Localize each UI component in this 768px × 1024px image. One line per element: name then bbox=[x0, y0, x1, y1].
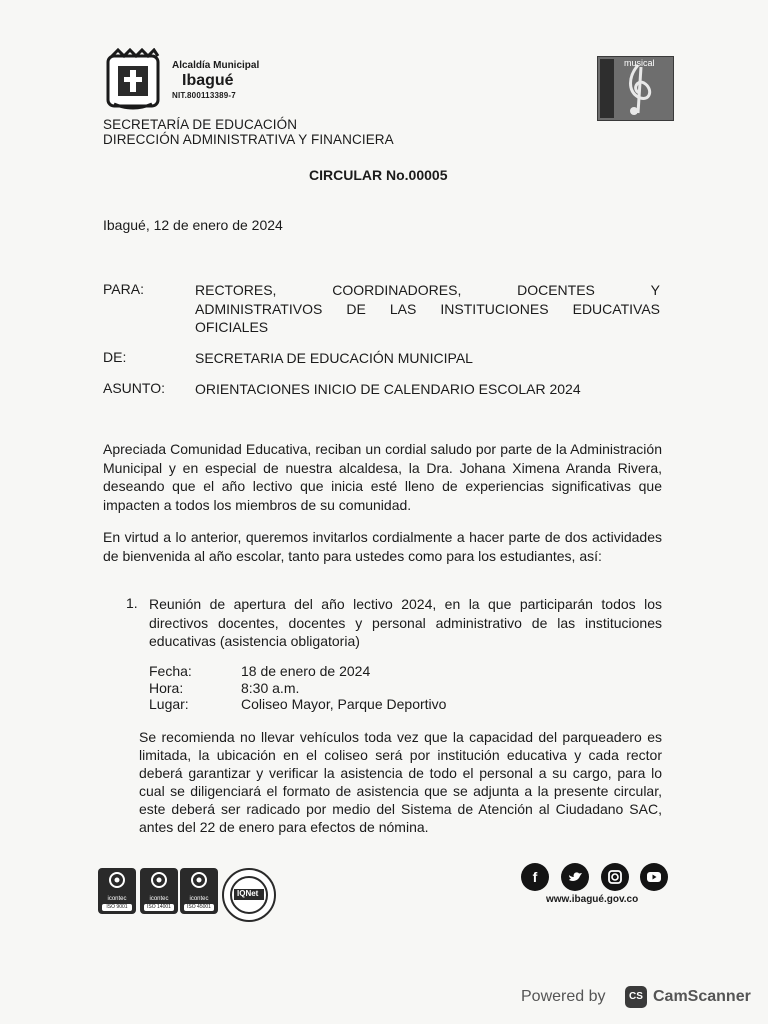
word: ADMINISTRATIVOS bbox=[195, 300, 323, 317]
org-line: Alcaldía Municipal bbox=[172, 60, 260, 71]
org-name-block bbox=[172, 60, 259, 102]
cert-brand: icontec bbox=[107, 896, 127, 902]
icontec-mark-icon bbox=[140, 868, 178, 892]
website-link[interactable]: www.ibagué.gov.co bbox=[546, 894, 639, 905]
list-item-number: 1. bbox=[126, 595, 138, 611]
org-nit: NIT.800113389-7 bbox=[172, 91, 236, 100]
lugar-label: Lugar: bbox=[149, 696, 189, 712]
hora-label: Hora: bbox=[149, 680, 184, 696]
youtube-play-icon bbox=[640, 863, 668, 891]
word: RECTORES, bbox=[195, 282, 277, 298]
twitter-icon[interactable] bbox=[561, 863, 589, 891]
asunto-value: ORIENTACIONES INICIO DE CALENDARIO ESCOLAR 2024 bbox=[195, 381, 581, 397]
instagram-camera-icon bbox=[601, 863, 629, 891]
date-line: Ibagué, 12 de enero de 2024 bbox=[103, 217, 283, 233]
para-line-2 bbox=[195, 300, 660, 319]
word: EDUCATIVAS bbox=[572, 300, 660, 317]
musical-badge-logo bbox=[597, 56, 674, 121]
paragraph-greeting: Apreciada Comunidad Educativa, reciban un cordial saludo por parte de la Administración Municipal y en especial de nuestra alcaldesa, la Dra. Johana Ximena Aranda Rivera, deseando que el año lectivo que inicia esté lleno de experiencias significativas que impacten a todos los miembros de su comunidad. bbox=[103, 441, 662, 513]
circular-title: CIRCULAR No.00005 bbox=[309, 167, 448, 183]
para-label: PARA: bbox=[103, 281, 144, 297]
youtube-icon[interactable] bbox=[640, 863, 668, 891]
instagram-icon[interactable] bbox=[601, 863, 629, 891]
word: DE bbox=[346, 300, 366, 317]
icontec-mark-icon bbox=[98, 868, 136, 892]
icontec-iso45001-logo bbox=[180, 868, 218, 914]
de-label: DE: bbox=[103, 349, 127, 365]
badge-text: musical bbox=[624, 58, 655, 68]
fecha-value: 18 de enero de 2024 bbox=[241, 663, 371, 679]
ibague-crest-logo bbox=[104, 48, 162, 110]
word: INSTITUCIONES bbox=[440, 300, 549, 317]
facebook-icon[interactable] bbox=[521, 863, 549, 891]
word: Y bbox=[650, 282, 660, 298]
iqnet-text: IQNet bbox=[237, 889, 259, 898]
list-item-text: Reunión de apertura del año lectivo 2024, en la que participarán todos los directivos docentes, docentes y personal administrativo de las instituciones educativas (asistencia obligatoria) bbox=[149, 596, 662, 649]
asunto-label: ASUNTO: bbox=[103, 380, 165, 396]
facebook-glyph: f bbox=[532, 869, 538, 885]
icontec-iso9001-logo bbox=[98, 868, 136, 914]
camscanner-brand: CamScanner bbox=[653, 988, 751, 1005]
fecha-label: Fecha: bbox=[149, 663, 192, 679]
lugar-value: Coliseo Mayor, Parque Deportivo bbox=[241, 696, 447, 712]
hora-value: 8:30 a.m. bbox=[241, 680, 300, 696]
para-line-3: OFICIALES bbox=[195, 319, 269, 335]
cert-standard: ISO 45001 bbox=[184, 904, 214, 911]
twitter-bird-icon bbox=[561, 863, 589, 891]
cert-brand: icontec bbox=[149, 896, 169, 902]
dept-line-2: DIRECCIÓN ADMINISTRATIVA Y FINANCIERA bbox=[103, 132, 394, 147]
word: COORDINADORES, bbox=[332, 282, 462, 298]
iqnet-seal-logo bbox=[222, 868, 276, 922]
word: LAS bbox=[389, 300, 417, 317]
word: DOCENTES bbox=[517, 282, 595, 298]
department-heading bbox=[103, 117, 394, 147]
cert-standard: ISO 9001 bbox=[102, 904, 132, 911]
powered-by-text: Powered by bbox=[521, 988, 606, 1005]
paragraph-invitation: En virtud a lo anterior, queremos invitarlos cordialmente a hacer parte de dos actividades de bienvenida al año escolar, tanto para ustedes como para los estudiantes, así: bbox=[103, 529, 662, 564]
dept-line-1: SECRETARÍA DE EDUCACIÓN bbox=[103, 117, 298, 132]
camscanner-badge-icon: CS bbox=[625, 986, 647, 1008]
recommendation-paragraph: Se recomienda no llevar vehículos toda vez que la capacidad del parqueadero es limitada, la ubicación en el coliseo será por institución educativa y cada rector deberá garantizar y verificar la asistencia de todo el personal a su cargo, para lo cual se diligenciará el formato de asistencia que se adjunta a la presente circular, este deberá ser radicado por medio del Sistema de Atención al Ciudadano SAC, antes del 22 de enero para efectos de nómina. bbox=[139, 729, 662, 835]
cert-brand: icontec bbox=[189, 896, 209, 902]
para-value bbox=[195, 281, 660, 337]
org-city: Ibagué bbox=[182, 72, 234, 89]
de-value: SECRETARIA DE EDUCACIÓN MUNICIPAL bbox=[195, 350, 473, 366]
icontec-iso14001-logo bbox=[140, 868, 178, 914]
para-line-1 bbox=[195, 281, 660, 300]
icontec-mark-icon bbox=[180, 868, 218, 892]
cert-standard: ISO 14001 bbox=[144, 904, 174, 911]
